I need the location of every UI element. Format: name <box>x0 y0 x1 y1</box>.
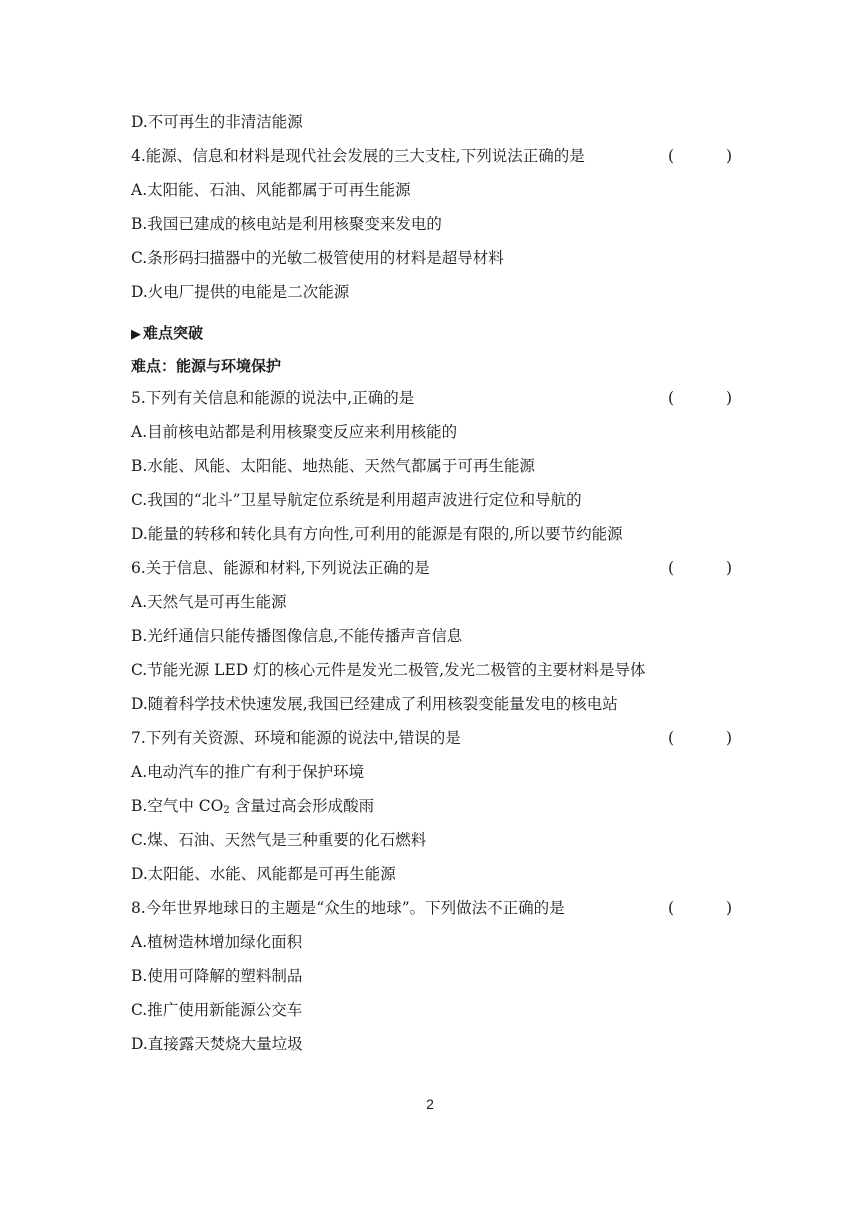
option-3d: D.不可再生的非清洁能源 <box>131 113 303 131</box>
option-7a: A.电动汽车的推广有利于保护环境 <box>131 763 365 781</box>
option-5b: B.水能、风能、太阳能、地热能、天然气都属于可再生能源 <box>131 457 535 475</box>
question-6-stem <box>131 554 731 588</box>
option-4c: C.条形码扫描器中的光敏二极管使用的材料是超导材料 <box>131 249 504 267</box>
question-text: 6.关于信息、能源和材料,下列说法正确的是 <box>131 559 430 577</box>
option-6b: B.光纤通信只能传播图像信息,不能传播声音信息 <box>131 627 463 645</box>
question-text: 5.下列有关信息和能源的说法中,正确的是 <box>131 389 415 407</box>
option-5c: C.我国的“北斗”卫星导航定位系统是利用超声波进行定位和导航的 <box>131 491 582 509</box>
option-4d: D.火电厂提供的电能是二次能源 <box>131 283 350 301</box>
answer-blank: ( ) <box>668 559 732 577</box>
question-5-stem <box>131 384 731 418</box>
document-page <box>131 108 731 1064</box>
option-7c: C.煤、石油、天然气是三种重要的化石燃料 <box>131 831 427 849</box>
option-8d: D.直接露天焚烧大量垃圾 <box>131 1035 303 1053</box>
question-7-stem <box>131 724 731 758</box>
option-8c: C.推广使用新能源公交车 <box>131 1001 303 1019</box>
option-8a: A.植树造林增加绿化面积 <box>131 933 303 951</box>
option-7d: D.太阳能、水能、风能都是可再生能源 <box>131 865 396 883</box>
option-6d: D.随着科学技术快速发展,我国已经建成了利用核裂变能量发电的核电站 <box>131 695 618 713</box>
option-6c: C.节能光源 LED 灯的核心元件是发光二极管,发光二极管的主要材料是导体 <box>131 661 646 679</box>
answer-blank: ( ) <box>668 729 732 747</box>
question-4-stem <box>131 142 731 176</box>
option-5d: D.能量的转移和转化具有方向性,可利用的能源是有限的,所以要节约能源 <box>131 525 623 543</box>
page-number: 2 <box>426 1096 434 1112</box>
option-8b: B.使用可降解的塑料制品 <box>131 967 303 985</box>
section-subtitle: 难点：能源与环境保护 <box>131 357 282 375</box>
question-8-stem <box>131 894 731 928</box>
answer-blank: ( ) <box>668 389 732 407</box>
option-4a: A.太阳能、石油、风能都属于可再生能源 <box>131 181 411 199</box>
question-text: 8.今年世界地球日的主题是“众生的地球”。下列做法不正确的是 <box>131 899 565 917</box>
section-title: 难点突破 <box>143 324 204 342</box>
question-text: 4.能源、信息和材料是现代社会发展的三大支柱,下列说法正确的是 <box>131 147 585 165</box>
question-text: 7.下列有关资源、环境和能源的说法中,错误的是 <box>131 729 461 747</box>
option-5a: A.目前核电站都是利用核聚变反应来利用核能的 <box>131 423 458 441</box>
option-4b: B.我国已建成的核电站是利用核聚变来发电的 <box>131 215 442 233</box>
option-6a: A.天然气是可再生能源 <box>131 593 287 611</box>
option-7b: B.空气中 $CO_2$ 含量过高会形成酸雨 <box>131 797 375 816</box>
section-heading <box>131 316 731 350</box>
answer-blank: ( ) <box>668 899 732 917</box>
answer-blank: ( ) <box>668 147 732 165</box>
triangle-icon: ▶ <box>131 327 141 342</box>
